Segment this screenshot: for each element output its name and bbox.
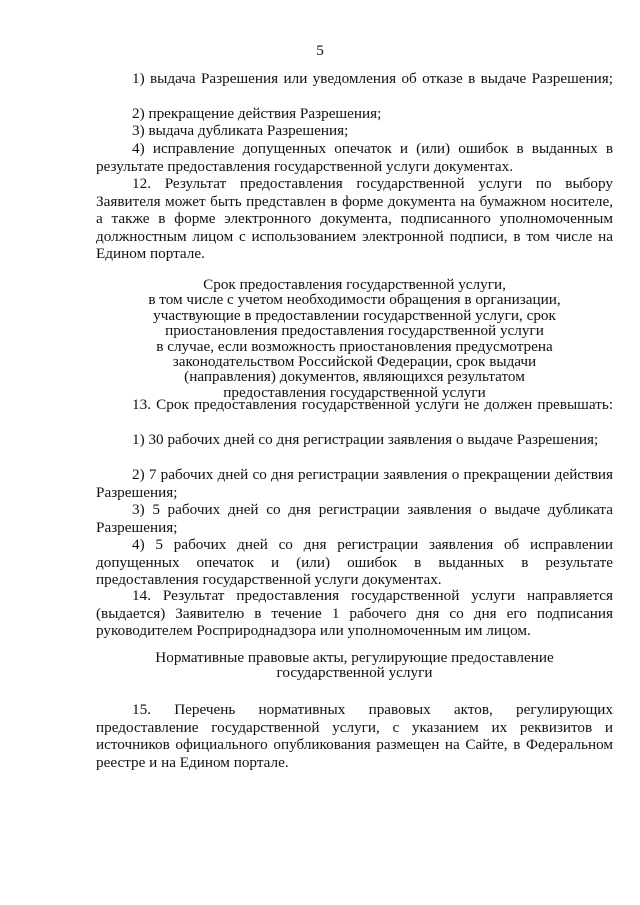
- list-item: [96, 536, 613, 589]
- list-item: [96, 122, 613, 140]
- item-text: исправление допущенных опечаток и (или) ошибок в выданных в результате предоставления государственной услуги документах.: [96, 140, 614, 175]
- heading-line: в случае, если возможность приостановления предусмотрена: [156, 337, 553, 355]
- item-text: 5 рабочих дней со дня регистрации заявления об исправлении допущенных опечаток и (или) ошибок в выданных в результате предоставления государственной услуги документах.: [96, 536, 614, 589]
- heading-line: участвующие в предоставлении государственной услуги, срок: [153, 306, 556, 324]
- page-number: 5: [316, 42, 324, 59]
- item-number: 15.: [132, 701, 151, 718]
- list-item: [96, 466, 613, 501]
- item-text: 30 рабочих дней со дня регистрации заявления о выдаче Разрешения;: [148, 431, 599, 448]
- paragraph-14: [96, 587, 613, 640]
- list-item: [96, 70, 613, 88]
- list-item: [96, 431, 613, 449]
- item-number: 2): [132, 466, 145, 483]
- paragraph-13: [96, 396, 613, 414]
- paragraph-15: [96, 701, 613, 771]
- item-number: 14.: [132, 587, 151, 604]
- item-number: 4): [132, 140, 145, 157]
- section-heading-legal-acts: [96, 650, 613, 681]
- item-text: Срок предоставления государственной услуги не должен превышать:: [156, 396, 614, 413]
- item-text: выдача Разрешения или уведомления об отказе в выдаче Разрешения;: [150, 70, 613, 87]
- item-text: Результат предоставления государственной услуги направляется (выдается) Заявителю в течение 1 рабочего дня со дня его подписания руководителем Росприроднадзора или уполномоченным им лицом.: [96, 587, 614, 640]
- heading-line: Нормативные правовые акты, регулирующие предоставление: [155, 649, 554, 666]
- list-item: [96, 105, 613, 123]
- list-item: [96, 501, 613, 536]
- item-text: 5 рабочих дней со дня регистрации заявления о выдаче дубликата Разрешения;: [96, 501, 613, 536]
- item-text: Перечень нормативных правовых актов, регулирующих предоставление государственной услуги, с указанием их реквизитов и источников официального опубликования размещен на Сайте, в Федеральном реестре и на Едином портале.: [96, 701, 613, 771]
- item-text: Результат предоставления государственной услуги по выбору Заявителя может быть представлен в форме документа на бумажном носителе, а также в форме электронного документа, подписанного уполномоченным должностным лицом с использованием электронной подписи, в том числе на Едином портале.: [96, 175, 613, 263]
- heading-line: в том числе с учетом необходимости обращения в организации,: [148, 291, 561, 309]
- item-number: 3): [132, 122, 145, 139]
- paragraph-12: [96, 175, 613, 263]
- item-text: выдача дубликата Разрешения;: [148, 122, 349, 139]
- heading-line: приостановления предоставления государственной услуги: [165, 322, 544, 340]
- heading-line: (направления) документов, являющихся результатом: [184, 368, 525, 386]
- section-heading-term: [96, 277, 613, 400]
- item-text: 7 рабочих дней со дня регистрации заявления о прекращении действия Разрешения;: [96, 466, 613, 501]
- item-number: 13.: [132, 396, 151, 413]
- heading-line: предоставления государственной услуги: [223, 383, 486, 401]
- item-number: 4): [132, 536, 145, 553]
- item-number: 1): [132, 431, 145, 448]
- heading-line: Срок предоставления государственной услуги,: [203, 276, 506, 293]
- item-text: прекращение действия Разрешения;: [148, 105, 382, 122]
- item-number: 12.: [132, 175, 151, 192]
- heading-line: законодательством Российской Федерации, срок выдачи: [172, 353, 537, 371]
- list-item: [96, 140, 613, 175]
- heading-line: государственной услуги: [276, 664, 433, 682]
- item-number: 3): [132, 501, 145, 518]
- item-number: 1): [132, 70, 145, 87]
- item-number: 2): [132, 105, 145, 122]
